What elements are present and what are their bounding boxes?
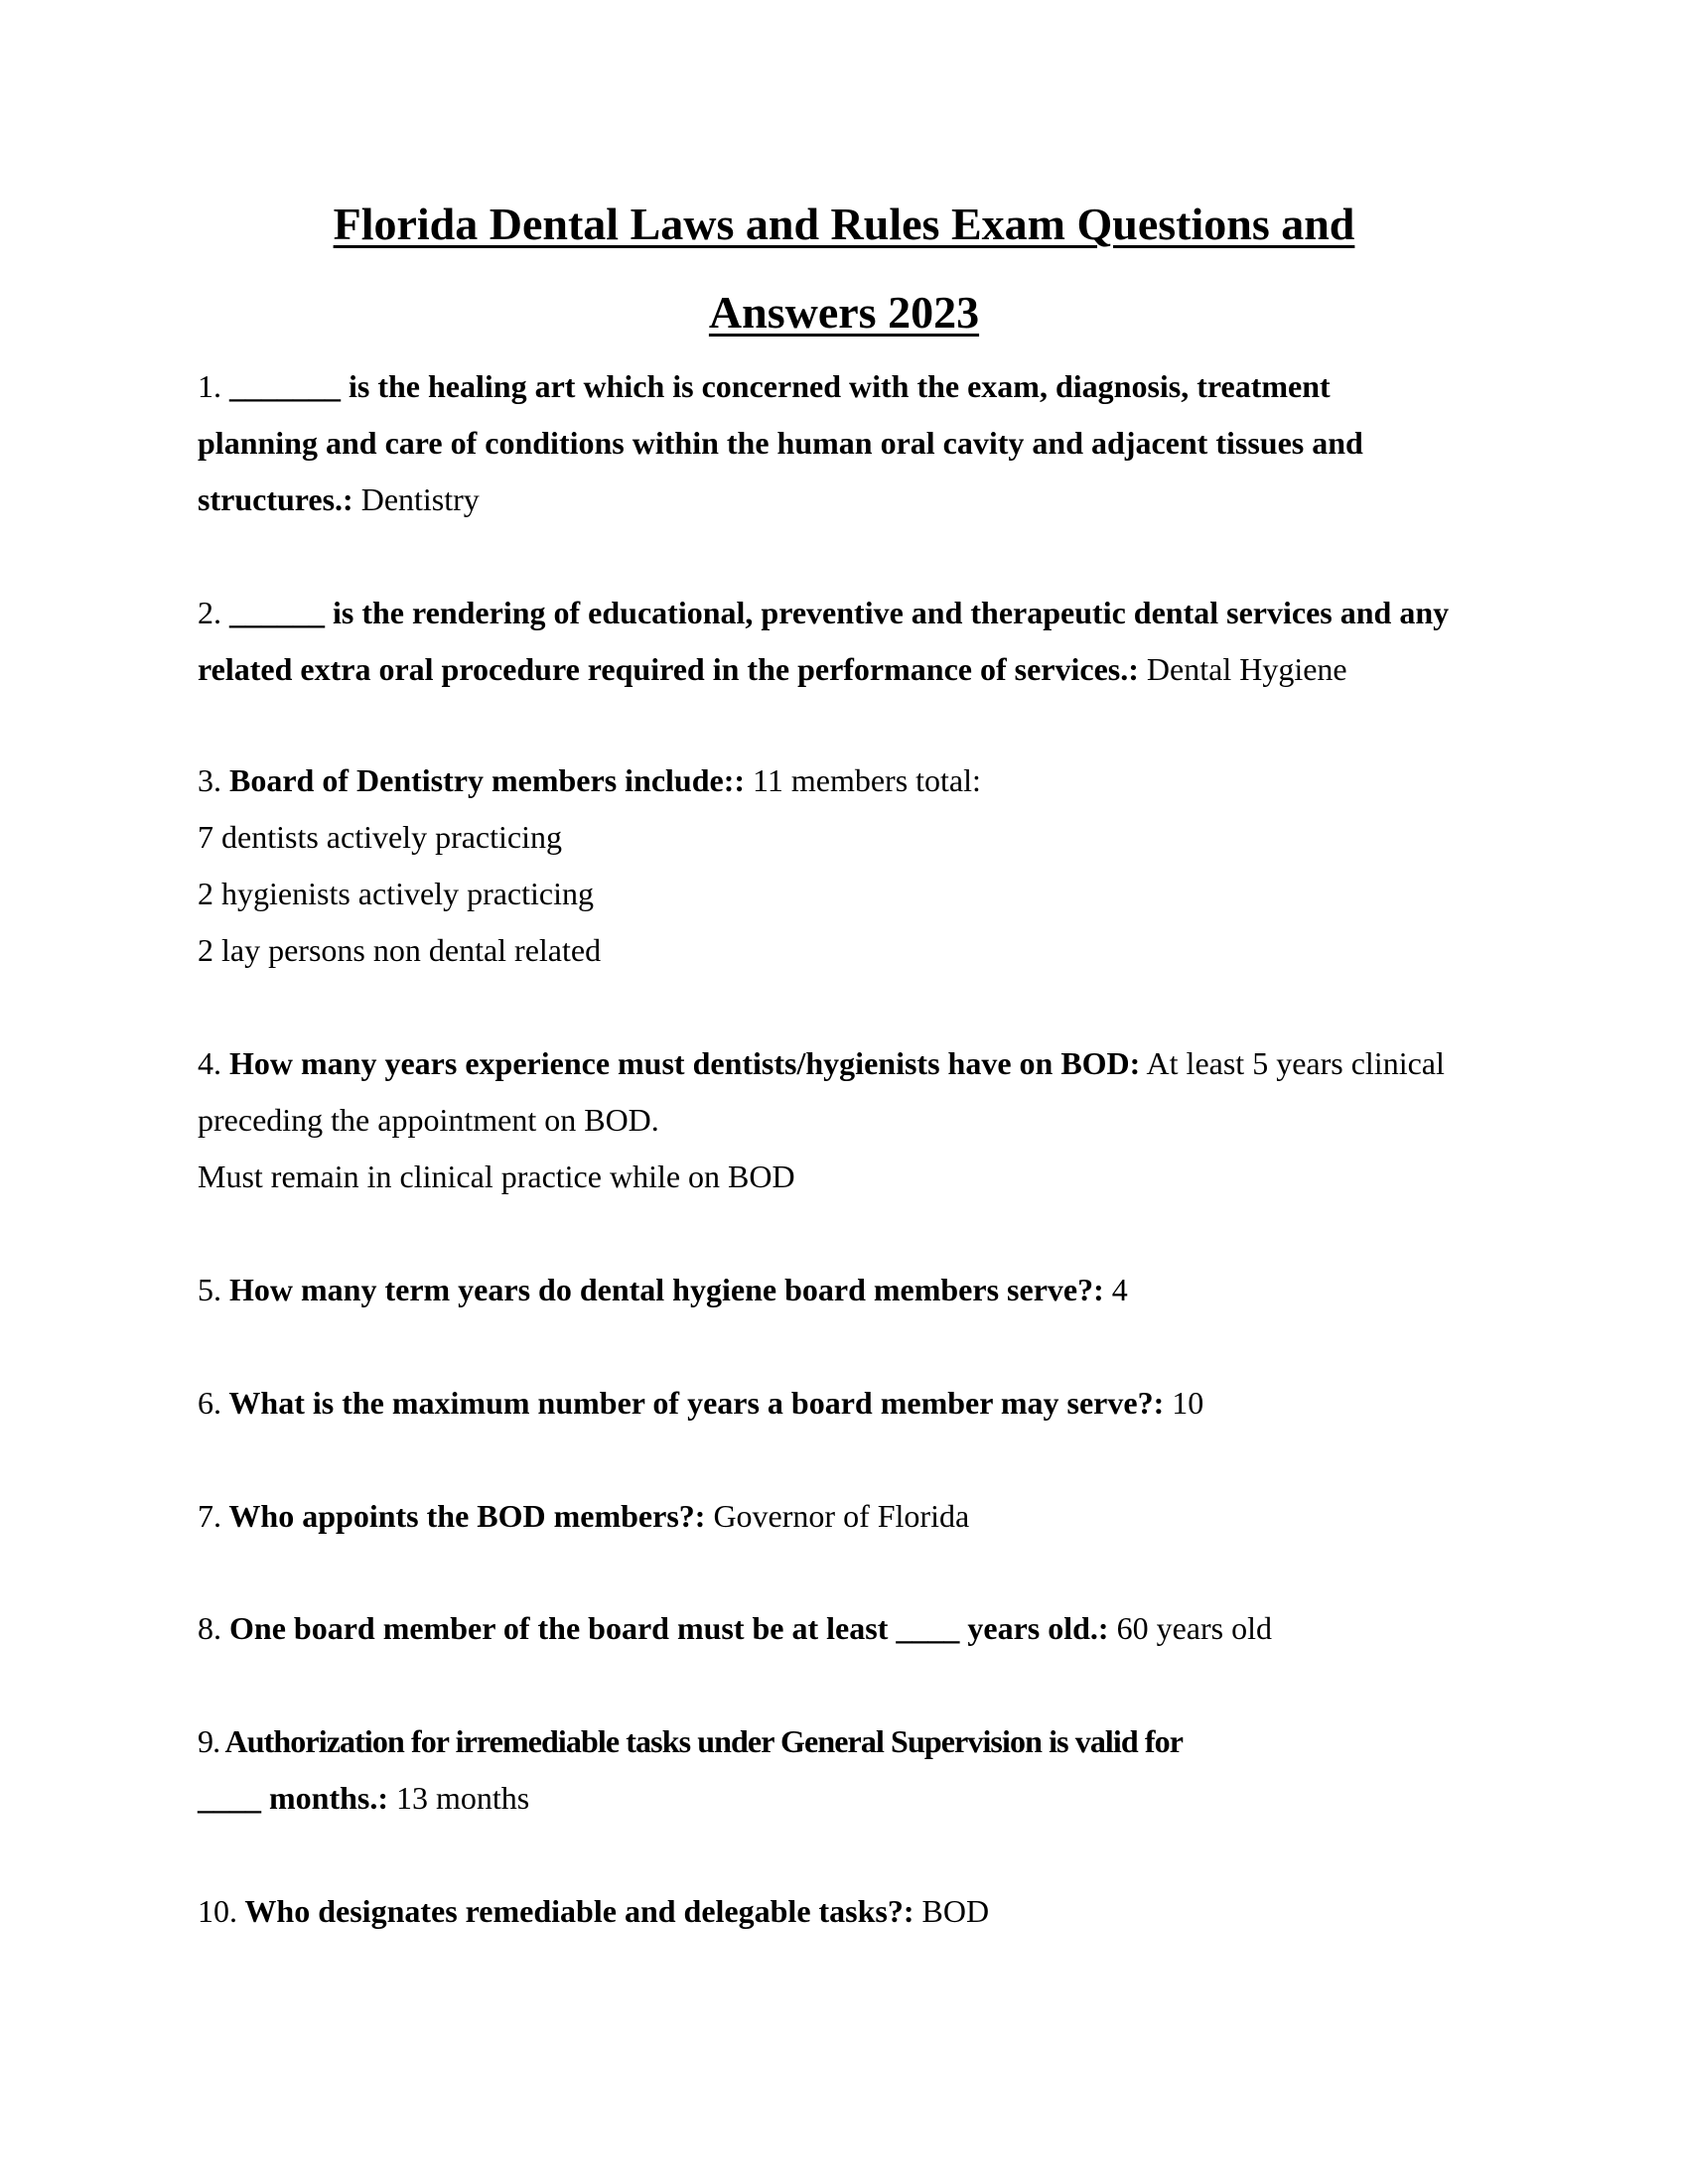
answer-text: At least 5 years clinical [1140,1045,1445,1081]
answer-text: 2 lay persons non dental related [198,932,602,968]
question-number: 2. [198,595,221,630]
page-title-line-2: Answers 2023 [708,287,980,338]
question-text: Board of Dentistry members include:: [221,762,746,798]
question-number: 6. [198,1385,221,1421]
question-text: One board member of the board must be at least [221,1610,897,1646]
answer-text: 10 [1164,1385,1204,1421]
answer-text: preceding the appointment on BOD. [198,1102,659,1138]
question-number: 4. [198,1045,221,1081]
answer-text: 7 dentists actively practicing [198,819,562,855]
question-text: years old.: [959,1610,1109,1646]
question-number: 7. [198,1498,221,1534]
question-8 [198,1600,1272,1656]
answer-text: 11 members total: [745,762,981,798]
question-text: Who designates remediable and delegable tasks?: [237,1893,914,1929]
answer-text: Governor of Florida [705,1498,970,1534]
question-number: 1. [198,368,221,404]
question-text: months.: [261,1780,389,1816]
question-text: is the rendering of educational, preventive and therapeutic dental services and any [325,595,1450,630]
question-text: Who appoints the BOD members?: [221,1498,706,1534]
answer-text: Dentistry [352,481,480,517]
answer-text: Dental Hygiene [1138,651,1347,687]
blank: _______ [229,368,341,404]
question-number: 9. [198,1723,220,1759]
question-text: How many term years do dental hygiene board members serve?: [221,1272,1104,1307]
question-6 [198,1375,1203,1431]
blank: ____ [198,1780,261,1816]
question-number: 10. [198,1893,237,1929]
question-7 [198,1488,969,1544]
question-text: planning and care of conditions within the human oral cavity and adjacent tissues and [198,425,1363,461]
blank: ______ [229,595,325,630]
question-number: 8. [198,1610,221,1646]
question-text: What is the maximum number of years a board member may serve?: [221,1385,1165,1421]
answer-text: 2 hygienists actively practicing [198,876,594,911]
question-10 [198,1883,989,1939]
answer-text: BOD [914,1893,990,1929]
answer-text: Must remain in clinical practice while on BOD [198,1159,795,1194]
question-text: Authorization for irremediable tasks under General Supervision is valid for [219,1723,1184,1759]
answer-text: 60 years old [1108,1610,1272,1646]
question-text: related extra oral procedure required in the performance of services.: [198,651,1139,687]
answer-text: 4 [1103,1272,1128,1307]
blank: ____ [896,1610,960,1646]
question-5 [198,1262,1128,1317]
question-text: structures.: [198,481,353,517]
question-text: is the healing art which is concerned with the exam, diagnosis, treatment [341,368,1331,404]
question-number: 3. [198,762,221,798]
answer-text: 13 months [388,1780,530,1816]
question-number: 5. [198,1272,221,1307]
question-text: How many years experience must dentists/hygienists have on BOD: [221,1045,1141,1081]
page-title: Florida Dental Laws and Rules Exam Questions and [333,199,1355,249]
